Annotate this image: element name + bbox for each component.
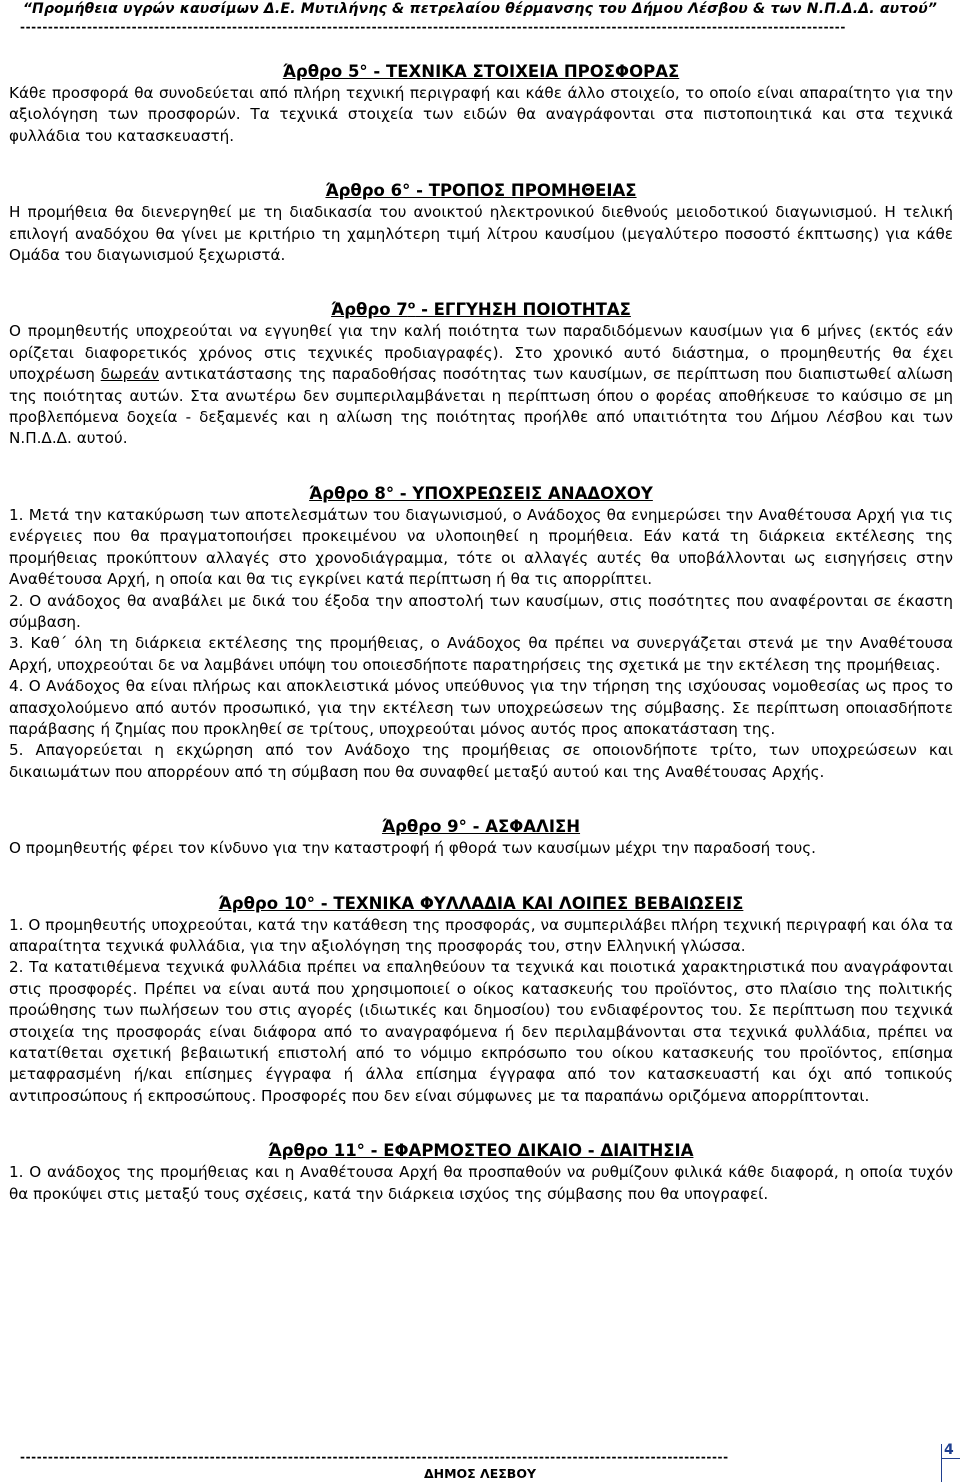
document-header-title: “Προμήθεια υγρών καυσίμων Δ.Ε. Μυτιλήνης & πετρελαίου θέρμανσης του Δήμου Λέσβου & των Ν.Π.Δ.Δ. αυτού” bbox=[22, 1, 938, 17]
article-5 bbox=[9, 61, 953, 147]
article-paragraph: 1. Ο προμηθευτής υποχρεούται, κατά την κατάθεση της προσφοράς, να συμπεριλάβει πλήρη τεχνική περιγραφή και όλα τα απαραίτητα τεχνικά φυλλάδια, για την αξιολόγηση της προσφοράς του, στην Ελληνική γλώσσα. bbox=[9, 915, 953, 955]
article-paragraph: Ο προμηθευτής φέρει τον κίνδυνο για την καταστροφή ή φθορά των καυσίμων μέχρι την παραδοσή τους. bbox=[9, 839, 817, 858]
article-8 bbox=[9, 483, 953, 783]
document-body bbox=[9, 61, 953, 1205]
page-number-divider bbox=[941, 1444, 942, 1482]
article-heading: Άρθρο 11° - ΕΦΑΡΜΟΣΤΕΟ ΔΙΚΑΙΟ - ΔΙΑΙΤΗΣΙΑ bbox=[268, 1141, 694, 1161]
article-paragraph: 1. Μετά την κατακύρωση των αποτελεσμάτων του διαγωνισμού, ο Ανάδοχος θα ενημερώσει την Αναθέτουσα Αρχή για τις ενέργειες που θα πραγματοποιήσει προκειμένου να υλοποιηθεί η προμήθεια. Εάν κατά τη διάρκεια εκτέλεσης της προμήθειας προκύπτουν αλλαγές στο χρονοδιάγραμμα, τότε οι αλλαγές αυτές θα υποβάλλονται ως εισηγήσεις στην Αναθέτουσα Αρχή, η οποία και θα τις εγκρίνει κατά περίπτωση ή θα τις απορρίπτει. bbox=[9, 505, 953, 589]
article-paragraph: Η προμήθεια θα διενεργηθεί με τη διαδικασία του ανοικτού ηλεκτρονικού διεθνούς μειοδοτικού διαγωνισμού. Η τελική επιλογή αναδόχου θα γίνει με κριτήριο τη χαμηλότερη τιμή λίτρου καυσίμου (μεγαλύτερο ποσοστό έκπτωσης) για κάθε Ομάδα του διαγωνισμού ξεχωριστά. bbox=[9, 203, 953, 265]
underlined-word: δωρεάν bbox=[100, 365, 160, 384]
article-paragraph: 5. Απαγορεύεται η εκχώρηση από τον Ανάδοχο της προμήθειας σε οποιονδήποτε τρίτο, των υποχρεώσεων και δικαιωμάτων που απορρέουν από τη σύμβαση που θα συναφθεί μεταξύ αυτού και της Αναθέτουσας Αρχής. bbox=[9, 741, 953, 781]
article-6 bbox=[9, 180, 953, 266]
article-heading: Άρθρο 6° - ΤΡΟΠΟΣ ΠΡΟΜΗΘΕΙΑΣ bbox=[325, 181, 637, 201]
article-paragraph: 2. Τα κατατιθέμενα τεχνικά φυλλάδια πρέπει να επαληθεύουν τα τεχνικά και ποιοτικά χαρακτηριστικά που αναγράφονται στις προσφορές. Πρέπει να είναι αυτά που χρησιμοποιεί ο οίκος κατασκευής του προϊόντος, στο πλαίσιο της πολιτικής προώθησης των πωλήσεων του στις αγορές (ιδιωτικές και δημοσίου) του ενδιαφέροντος του. Σε περίπτωση που τεχνικά στοιχεία της προσφοράς είναι διάφορα από το αναγραφόμενα ή δεν περιλαμβάνονται στα τεχνικά φυλλάδια, πρέπει να κατατίθεται σχετική βεβαιωτική επιστολή από το νόμιμο εκπρόσωπο του οίκου κατασκευής του προϊόντος, επίσημα μεταφρασμένη ή/και επίσημες έγγραφα ή άλλα επίσημα έγγραφα από τον κατασκευαστή και όχι από τοπικούς αντιπροσώπους ή εκπροσώπους. Προσφορές που δεν είναι σύμφωνες με τα παραπάνω οριζόμενα απορρίπτονται. bbox=[9, 958, 953, 1105]
article-heading: Άρθρο 8° - ΥΠΟΧΡΕΩΣΕΙΣ ΑΝΑΔΟΧΟΥ bbox=[309, 483, 653, 503]
article-9 bbox=[9, 816, 953, 859]
article-heading: Άρθρο $7^o$ - ΕΓΓΥΗΣΗ ΠΟΙΟΤΗΤΑΣ bbox=[331, 298, 631, 320]
article-10 bbox=[9, 893, 953, 1108]
footer-label: ΔΗΜΟΣ ΛΕΣΒΟΥ bbox=[423, 1466, 537, 1481]
article-paragraph: Κάθε προσφορά θα συνοδεύεται από πλήρη τεχνική περιγραφή και κάθε άλλο στοιχείο, το οποίο είναι απαραίτητο για την αξιολόγηση των προσφορών. Τα τεχνικά στοιχεία των ειδών θα αναγράφονται στα πιστοποιητικά και στα τεχνικά φυλλάδια του κατασκευαστή. bbox=[9, 84, 953, 145]
header-rule: ---------------------------------------------------------------------------------------------------------------------------------------------------- bbox=[20, 20, 846, 34]
article-paragraph: 1. Ο ανάδοχος της προμήθειας και η Αναθέτουσα Αρχή θα προσπαθούν να ρυθμίζουν φιλικά κάθε διαφορά, η οποία τυχόν θα προκύψει στις μεταξύ τους σχέσεις, κατά την διάρκεια ισχύος της σύμβασης που θα υπογραφεί. bbox=[9, 1163, 953, 1203]
article-11 bbox=[9, 1140, 953, 1205]
article-7 bbox=[9, 299, 953, 449]
article-paragraph: 4. Ο Ανάδοχος θα είναι πλήρως και αποκλειστικά μόνος υπεύθυνος για την τήρηση της ισχύουσας νομοθεσίας ως προς το απασχολούμενο από αυτόν προσωπικό, για την εκτέλεση των υποχρεώσεων της σύμβασης. Σε περίπτωση οποιασδήποτε παράβασης ή ζημίας που προκληθεί σε τρίτους, υποχρεούται μόνος αυτός προς αποκατάσταση της. bbox=[9, 677, 953, 738]
article-heading: Άρθρο 10° - ΤΕΧΝΙΚΑ ΦΥΛΛΑΔΙΑ ΚΑΙ ΛΟΙΠΕΣ ΒΕΒΑΙΩΣΕΙΣ bbox=[218, 893, 744, 913]
article-heading: Άρθρο 5° - ΤΕΧΝΙΚΑ ΣΤΟΙΧΕΙΑ ΠΡΟΣΦΟΡΑΣ bbox=[282, 62, 680, 81]
page-number: 4 bbox=[944, 1442, 954, 1458]
footer-rule: ------------------------------------------------------------------------------------------------------------------------------- bbox=[20, 1450, 729, 1464]
article-heading: Άρθρο 9° - ΑΣΦΑΛΙΣΗ bbox=[381, 817, 581, 837]
article-paragraph: Ο προμηθευτής υποχρεούται να εγγυηθεί για την καλή ποιότητα των παραδιδόμενων καυσίμων για 6 μήνες (εκτός εάν ορίζεται διαφορετικός χρόνος στις τεχνικές προδιαγραφές). Στο χρονικό αυτό διάστημα, ο προμηθευτής θα έχει υποχρέωση δωρεάν αντικατάστασης της παραδοθήσας ποσότητας των καυσίμων, σε περίπτωση που διαπιστωθεί αλίωση της ποιότητας αυτών. Στα ανωτέρω δεν συμπεριλαμβάνεται η περίπτωση όπου ο φορέας αποθήκευσε το καύσιμο σε μη προβλεπόμενα δοχεία - δεξαμενές και η αλίωση της ποιότητας προήλθε από υπαιτιότητα του Δήμου Λέσβου και των Ν.Π.Δ.Δ. αυτού. bbox=[9, 322, 953, 448]
article-paragraph: 3. Καθ΄ όλη τη διάρκεια εκτέλεσης της προμήθειας, ο Ανάδοχος θα πρέπει να συνεργάζεται στενά με την Αναθέτουσα Αρχή, υποχρεούται δε να λαμβάνει υπόψη του οποιεσδήποτε παρατηρήσεις της σχετικά με την εκτέλεση της προμήθειας. bbox=[9, 634, 953, 674]
article-paragraph: 2. Ο ανάδοχος θα αναβάλει με δικά του έξοδα την αποστολή των καυσίμων, στις ποσότητες που αναφέρονται σε έκαστη σύμβαση. bbox=[9, 591, 953, 631]
